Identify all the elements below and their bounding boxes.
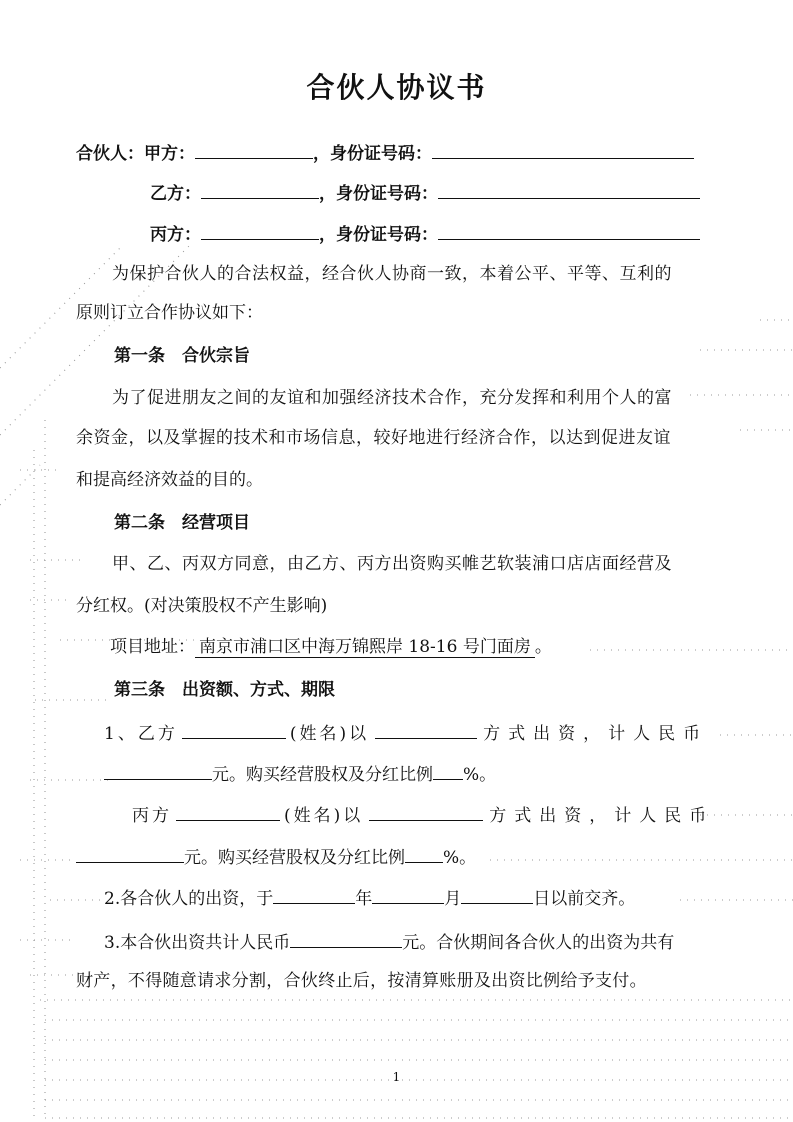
- article-1-line-3: 和提高经济效益的目的。: [76, 470, 263, 490]
- clause-1-name-label: (姓名)以: [289, 724, 370, 744]
- party-yi-name-blank[interactable]: [201, 180, 319, 199]
- clause-2-name-label: (姓名)以: [284, 806, 364, 826]
- party-jia-id-label: ，身份证号码：: [313, 144, 432, 164]
- party-bing-id-label: ，身份证号码：: [319, 225, 438, 245]
- clause-2-percent-sign: %。: [443, 848, 477, 868]
- project-address-value: 南京市浦口区中海万锦熙岸 18-16 号门面房: [195, 637, 535, 658]
- clause-4-row-2: 财产，不得随意请求分割，合伙终止后，按清算账册及出资比例给予支付。: [76, 971, 647, 991]
- party-yi-id-blank[interactable]: [438, 180, 700, 199]
- clause-4-text-a: 3.本合伙出资共计人民币: [104, 933, 291, 953]
- clause-1-percent-sign: %。: [463, 765, 497, 785]
- day-label: 日以前交齐。: [533, 889, 636, 909]
- clause-1-row-1: [104, 720, 708, 745]
- clause-3-text: 2.各合伙人的出资，于: [104, 889, 274, 909]
- party-yi-label: 乙方：: [150, 184, 201, 204]
- clause-2-row-2: [76, 844, 476, 869]
- clause-1-amount-blank[interactable]: [104, 761, 212, 780]
- clause-4-row-1: [104, 929, 674, 954]
- total-amount-blank[interactable]: [290, 929, 402, 948]
- clause-1-percent-blank[interactable]: [433, 761, 463, 780]
- article-1-line-1: 为了促进朋友之间的友谊和加强经济技术合作，充分发挥和利用个人的富: [112, 388, 672, 408]
- year-label: 年: [355, 889, 373, 909]
- party-bing-id-blank[interactable]: [438, 221, 700, 240]
- article-1-heading: 第一条 合伙宗旨: [114, 346, 250, 366]
- clause-2-prefix: 丙方: [132, 806, 172, 826]
- article-2-line-2: 分红权。(对决策股权不产生影响): [76, 596, 328, 616]
- month-blank[interactable]: [372, 885, 444, 904]
- party-jia-label: 甲方：: [144, 144, 195, 164]
- party-bing-name-blank[interactable]: [201, 221, 319, 240]
- article-2-heading: 第二条 经营项目: [114, 513, 250, 533]
- party-jia-row: [76, 140, 694, 165]
- year-blank[interactable]: [273, 885, 355, 904]
- project-address-row: [110, 636, 552, 658]
- clause-2-share-label: 元。购买经营股权及分红比例: [184, 848, 405, 868]
- article-2-line-1: 甲、乙、丙双方同意，由乙方、丙方出资购买帷艺软装浦口店店面经营及: [112, 554, 672, 574]
- clause-2-row-1: [132, 802, 714, 827]
- clause-1-method-blank[interactable]: [375, 720, 477, 739]
- clause-1-prefix: 1、乙方: [104, 724, 178, 744]
- clause-2-amount-blank[interactable]: [76, 844, 184, 863]
- document-title: 合伙人协议书: [306, 71, 487, 104]
- intro-line-2: 原则订立合作协议如下：: [76, 303, 263, 323]
- clause-2-percent-blank[interactable]: [405, 844, 443, 863]
- party-bing-row: [150, 221, 700, 246]
- page-number: 1: [392, 1070, 401, 1084]
- clause-3-row: [104, 885, 635, 910]
- party-jia-id-blank[interactable]: [432, 140, 694, 159]
- month-label: 月: [444, 889, 462, 909]
- day-blank[interactable]: [461, 885, 533, 904]
- clause-1-method-label: 方式出资，计人民币: [483, 724, 709, 744]
- clause-2-method-blank[interactable]: [369, 802, 483, 821]
- party-bing-label: 丙方：: [150, 225, 201, 245]
- party-jia-name-blank[interactable]: [195, 140, 313, 159]
- article-3-heading: 第三条 出资额、方式、期限: [114, 680, 335, 700]
- party-yi-id-label: ，身份证号码：: [319, 184, 438, 204]
- intro-line-1: 为保护合伙人的合法权益，经合伙人协商一致，本着公平、平等、互利的: [112, 264, 672, 284]
- clause-2-name-blank[interactable]: [176, 802, 280, 821]
- party-yi-row: [150, 180, 700, 205]
- party-label: 合伙人：: [76, 144, 144, 164]
- project-address-end: 。: [534, 637, 552, 657]
- clause-4-text-b: 元。合伙期间各合伙人的出资为共有: [402, 933, 675, 953]
- clause-2-method-label: 方式出资，计人民币: [489, 806, 715, 826]
- clause-1-name-blank[interactable]: [182, 720, 286, 739]
- article-1-line-2: 余资金，以及掌握的技术和市场信息，较好地进行经济合作，以达到促进友谊: [76, 428, 671, 448]
- clause-1-row-2: [104, 761, 496, 786]
- project-address-label: 项目地址：: [110, 637, 195, 657]
- clause-1-share-label: 元。购买经营股权及分红比例: [212, 765, 433, 785]
